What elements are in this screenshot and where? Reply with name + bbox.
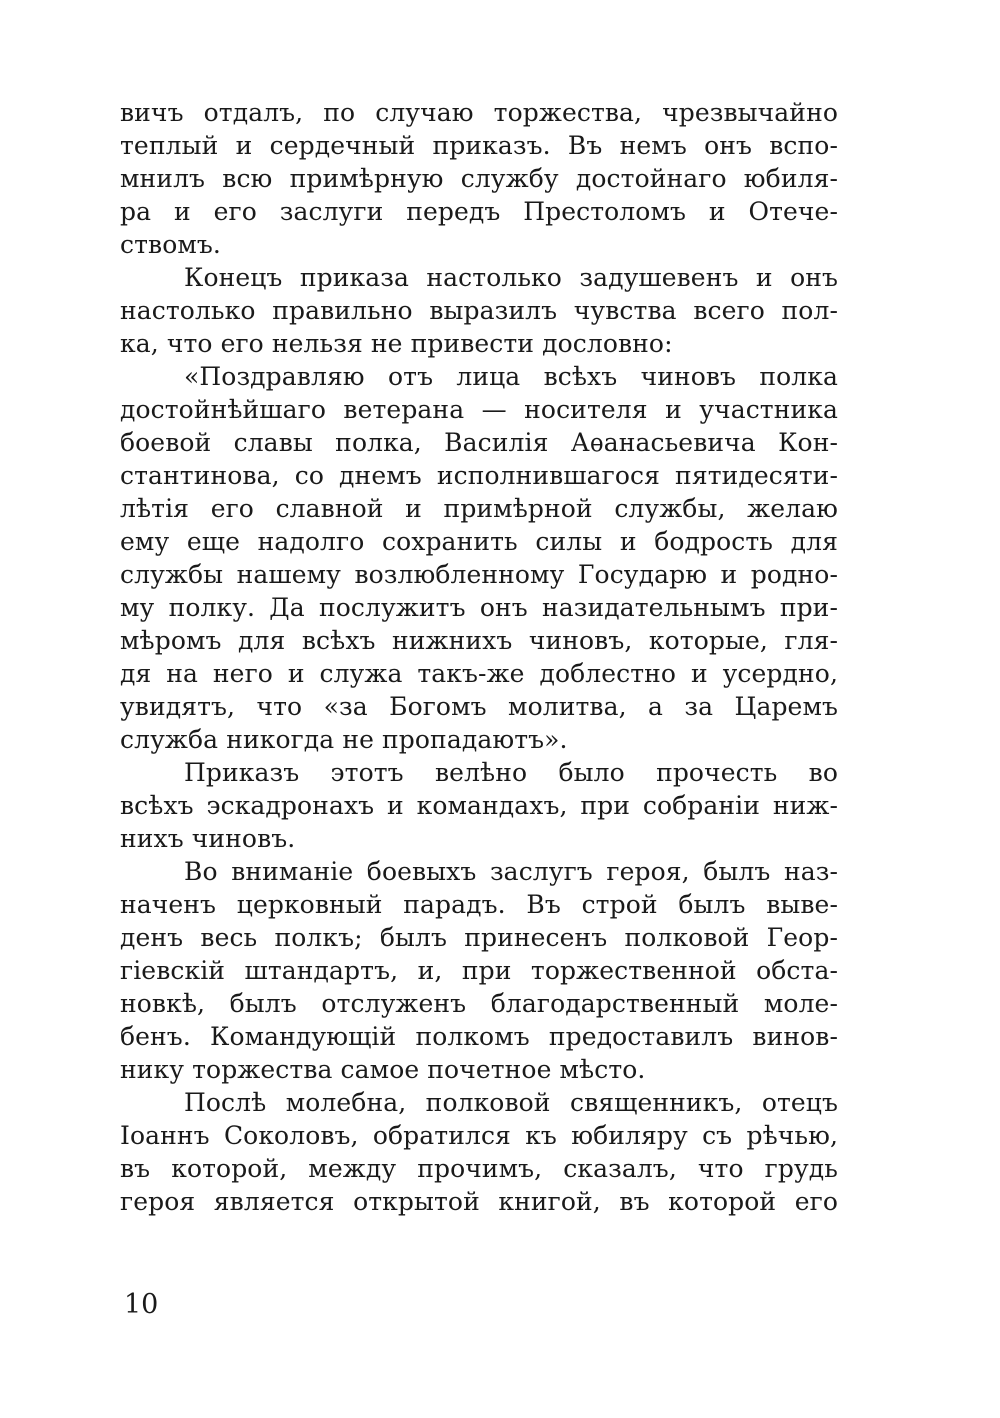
text-line: героя является открытой книгой, въ которой его xyxy=(120,1187,838,1216)
text-line: всѣхъ эскадронахъ и командахъ, при собраніи ниж- xyxy=(120,791,838,820)
text-line: ствомъ. xyxy=(120,230,221,259)
text-line: нику торжества самое почетное мѣсто. xyxy=(120,1055,646,1084)
text-line: службы нашему возлюбленному Государю и родно- xyxy=(120,560,838,589)
text-line: стантинова, со днемъ исполнившагося пятидесяти- xyxy=(120,461,838,490)
text-line: мнилъ всю примѣрную службу достойнаго юбиля- xyxy=(120,164,838,193)
text-line: теплый и сердечный приказъ. Въ немъ онъ вспо- xyxy=(120,131,838,160)
text-line: вичъ отдалъ, по случаю торжества, чрезвычайно xyxy=(120,98,838,127)
text-line: нихъ чиновъ. xyxy=(120,824,296,853)
text-line: боевой славы полка, Василія Аѳанасьевича Кон- xyxy=(120,428,838,457)
text-line: Приказъ этотъ велѣно было прочесть во xyxy=(184,758,838,787)
text-line: Послѣ молебна, полковой священникъ, отецъ xyxy=(184,1088,838,1117)
text-line: гіевскій штандартъ, и, при торжественной обста- xyxy=(120,956,838,985)
text-line: бенъ. Командующій полкомъ предоставилъ винов- xyxy=(120,1022,838,1051)
text-line: увидятъ, что «за Богомъ молитва, а за Царемъ xyxy=(120,692,838,721)
text-line: достойнѣйшаго ветерана — носителя и участника xyxy=(120,395,838,424)
text-line: Во вниманіе боевыхъ заслугъ героя, былъ наз- xyxy=(184,857,838,886)
text-line: дя на него и служа такъ-же доблестно и усердно, xyxy=(120,659,838,688)
body-text xyxy=(120,96,838,1218)
text-line: ка, что его нельзя не привести дословно: xyxy=(120,329,673,358)
text-line: служба никогда не пропадаютъ». xyxy=(120,725,568,754)
text-line: настолько правильно выразилъ чувства всего пол- xyxy=(120,296,838,325)
text-line: лѣтія его славной и примѣрной службы, желаю xyxy=(120,494,838,523)
page-number: 10 xyxy=(124,1289,159,1320)
text-line: мѣромъ для всѣхъ нижнихъ чиновъ, которые, гля- xyxy=(120,626,838,655)
text-line: «Поздравляю отъ лица всѣхъ чиновъ полка xyxy=(184,362,838,391)
text-line: въ которой, между прочимъ, сказалъ, что грудь xyxy=(120,1154,838,1183)
text-line: Конецъ приказа настолько задушевенъ и онъ xyxy=(184,263,838,292)
text-line: ему еще надолго сохранить силы и бодрость для xyxy=(120,527,838,556)
text-line: Іоаннъ Соколовъ, обратился къ юбиляру съ рѣчью, xyxy=(120,1121,838,1150)
text-line: денъ весь полкъ; былъ принесенъ полковой Геор- xyxy=(120,923,838,952)
text-line: ра и его заслуги передъ Престоломъ и Отече- xyxy=(120,197,838,226)
text-line: новкѣ, былъ отслуженъ благодарственный моле- xyxy=(120,989,838,1018)
text-line: му полку. Да послужитъ онъ назидательнымъ при- xyxy=(120,593,838,622)
text-line: наченъ церковный парадъ. Въ строй былъ выве- xyxy=(120,890,838,919)
